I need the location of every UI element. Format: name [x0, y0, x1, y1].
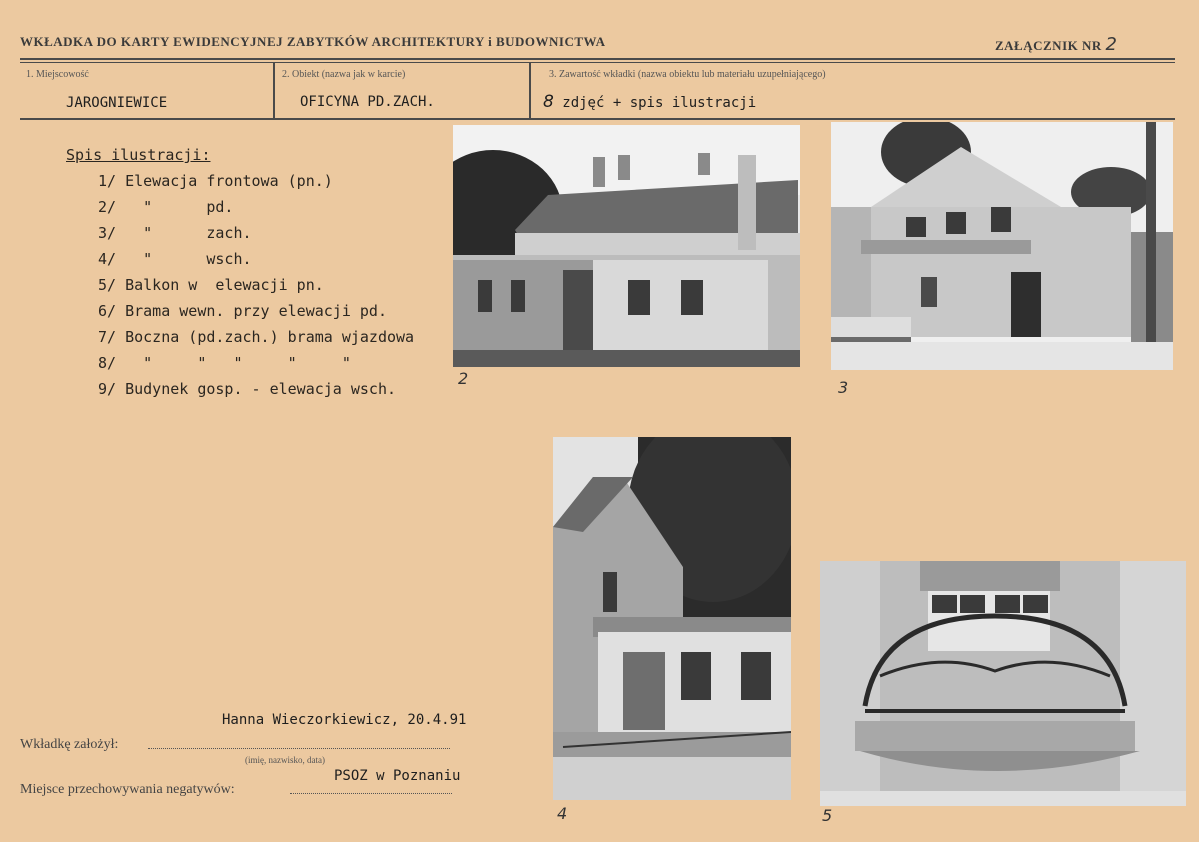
content-text: zdjęć + spis ilustracji [562, 95, 757, 111]
list-item: 3/ " zach. [98, 224, 252, 242]
author-label: Wkładkę założył: [20, 737, 119, 752]
list-item: 2/ " pd. [98, 198, 234, 216]
photo-number: 3 [838, 378, 849, 397]
list-item: 7/ Boczna (pd.zach.) brama wjazdowa [98, 328, 415, 346]
list-item: 4/ " wsch. [98, 250, 252, 268]
locality-label: 1. Miejscowość [26, 69, 89, 80]
fields-rule-bottom [20, 118, 1175, 120]
header-rule-thin [20, 62, 1175, 63]
locality-value: JAROGNIEWICE [66, 95, 168, 111]
object-label: 2. Obiekt (nazwa jak w karcie) [282, 69, 406, 80]
annex-label-text: ZAŁĄCZNIK NR [995, 38, 1102, 53]
photo-number: 4 [557, 804, 568, 823]
content-label: 3. Zawartość wkładki (nazwa obiektu lub materiału uzupełniającego) [549, 69, 826, 80]
photo-building-west [831, 122, 1173, 370]
annex-number: 2 [1105, 34, 1118, 55]
author-hint: (imię, nazwisko, data) [245, 755, 325, 765]
field-divider-1 [273, 63, 275, 118]
author-line [148, 748, 450, 749]
list-item: 6/ Brama wewn. przy elewacji pd. [98, 302, 387, 320]
annex-label [995, 34, 1117, 55]
card-title: WKŁADKA DO KARTY EWIDENCYJNEJ ZABYTKÓW ARCHITEKTURY i BUDOWNICTWA [20, 34, 606, 49]
photo-number: 2 [458, 369, 469, 388]
list-item: 1/ Elewacja frontowa (pn.) [98, 172, 333, 190]
content-number: 8 [543, 92, 554, 112]
photo-number: 5 [822, 806, 833, 825]
list-item: 5/ Balkon w elewacji pn. [98, 276, 324, 294]
content-value [543, 92, 756, 112]
storage-line [290, 793, 452, 794]
object-value: OFICYNA PD.ZACH. [300, 94, 435, 110]
header-rule-top [20, 58, 1175, 60]
storage-value: PSOZ w Poznaniu [334, 768, 461, 784]
photo-building-south [453, 125, 800, 367]
field-divider-2 [529, 63, 531, 118]
author-value: Hanna Wieczorkiewicz, 20.4.91 [222, 712, 467, 728]
list-item: 8/ " " " " " [98, 354, 351, 372]
storage-label: Miejsce przechowywania negatywów: [20, 782, 235, 797]
list-item: 9/ Budynek gosp. - elewacja wsch. [98, 380, 397, 398]
photo-building-east [553, 437, 791, 800]
illustrations-title: Spis ilustracji: [66, 146, 211, 164]
photo-balcony [820, 561, 1186, 806]
